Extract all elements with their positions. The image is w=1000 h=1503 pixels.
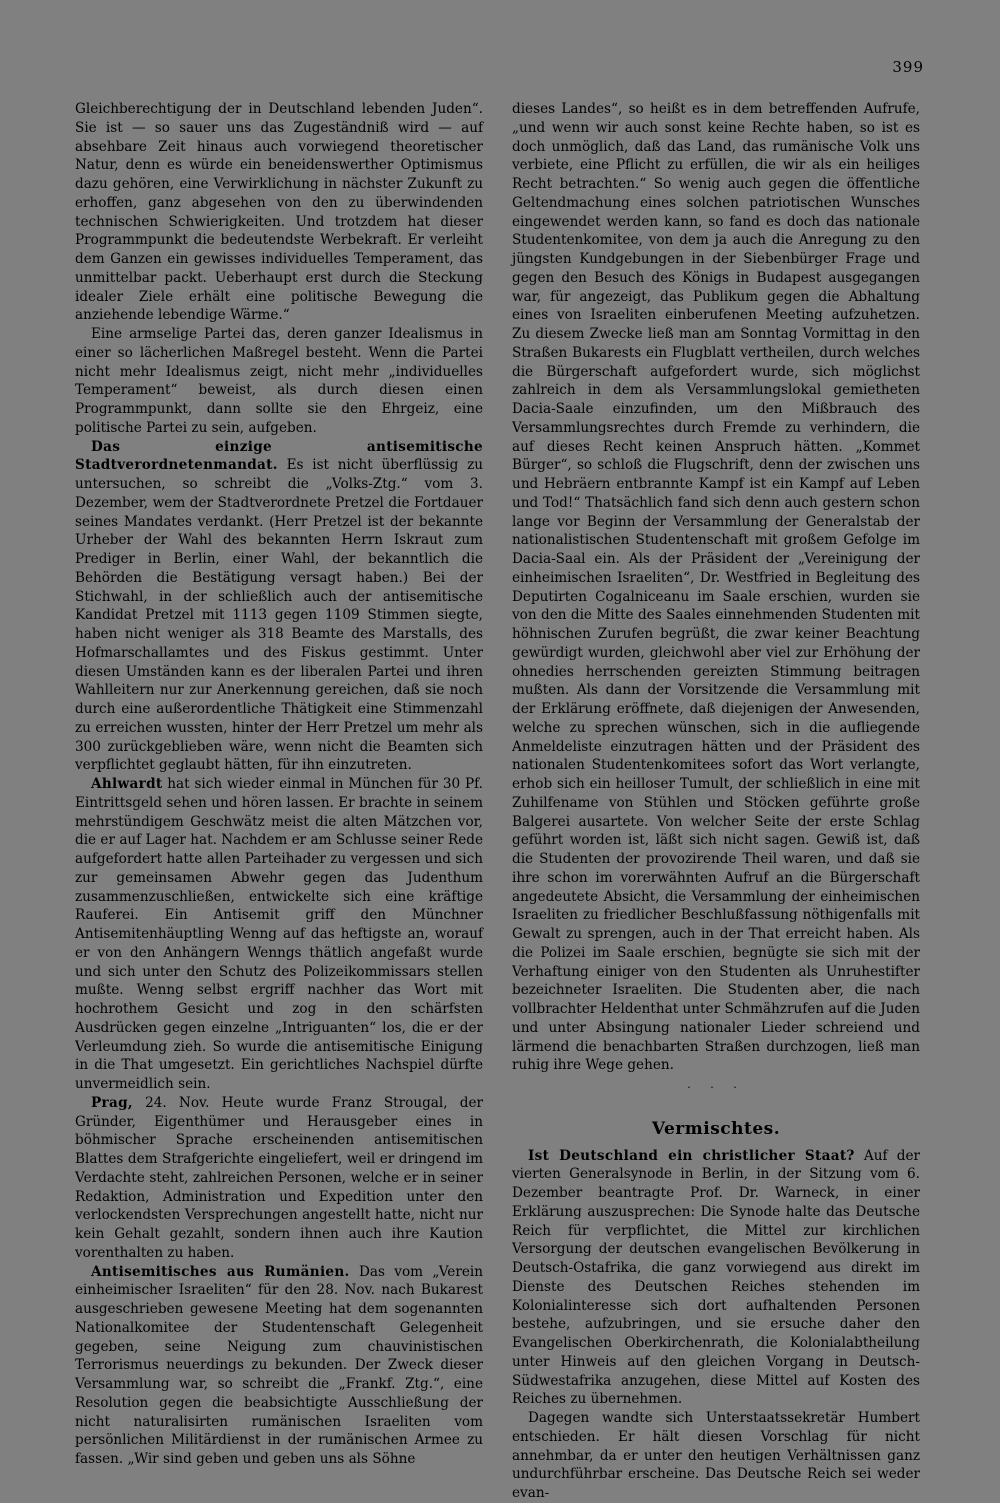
article-paragraph: Antisemitisches aus Rumänien. Das vom „Verein einheimischer Israeliten“ für den 28. Nov. nach Bukarest ausgeschrieben gewesene Meeting hat dem sogenannten Nationalkomitee der Studentenschaft Gelegenheit gegeben, seine Neigung zum chauvinistischen Terrorismus neuerdings zu bekunden. Der Zweck dieser Versammlung war, so schreibt die „Frankf. Ztg.“, eine Resolution gegen die beabsichtigte Ausschließung der nicht naturalisirten rumänischen Israeliten vom persönlichen Militärdienst in der rumänischen Armee zu fassen. „Wir sind geben und geben uns als Söhne	[75, 1263, 483, 1467]
section-title: Vermischtes.	[651, 1118, 781, 1139]
article-heading: Das einzige antisemitische Stadtverordnetenmandat.	[75, 438, 483, 474]
article-paragraph: Gleichberechtigung der in Deutschland lebenden Juden“. Sie ist — so sauer uns das Zugeständniß wird — auf absehbare Zeit hinaus auch vorwiegend theoretischer Natur, denn es würde ein beneidenswerther Optimismus dazu gehören, eine Verwirklichung in nächster Zukunft zu erhoffen, ganz abgesehen von den zu überwindenden technischen Schwierigkeiten. Und trotzdem hat dieser Programmpunkt die bedeutendste Werbekraft. Er verleiht dem Ganzen ein gewisses individuelles Temperament, das unmittelbar packt. Ueberhaupt erst durch die Steckung idealer Ziele erhält eine politische Bewegung die anziehende lebendige Wärme.“	[75, 101, 483, 324]
right-column	[512, 100, 920, 1503]
article-paragraph: Das einzige antisemitische Stadtverordnetenmandat. Es ist nicht überflüssig zu untersuchen, so schreibt die „Volks-Ztg.“ vom 3. Dezember, wem der Stadtverordnete Pretzel die Fortdauer seines Mandates verdankt. (Herr Pretzel ist der bekannte Urheber der Wahl des bekannten Herrn Iskraut zum Prediger in Berlin, einer Wahl, der bekanntlich die Behörden die Bestätigung versagt haben.) Bei der Stichwahl, in der schließlich auch der antisemitische Kandidat Pretzel mit 1113 gegen 1109 Stimmen siegte, haben nicht weniger als 318 Beamte des Marstalls, des Hofmarschallamtes und des Fiskus gestimmt. Unter diesen Umständen kann es der liberalen Partei und ihren Wahlleitern nur zur Anerkennung gereichen, daß sie noch durch eine außerordentliche Thätigkeit eine Stimmenzahl zu erreichen wussten, hinter der Herr Pretzel um mehr als 300 zurückgeblieben wäre, wenn nicht die Beamten sich verpflichtet geglaubt hätten, für ihn einzutreten.	[75, 438, 483, 774]
page-number: 399	[892, 58, 924, 76]
article-heading: Prag,	[91, 1094, 133, 1111]
divider: · · ·	[687, 1081, 745, 1094]
left-column	[75, 100, 483, 1469]
article-paragraph: Dagegen wandte sich Unterstaatssekretär Humbert entschieden. Er hält diesen Vorschlag für nicht annehmbar, da er unter den heutigen Verhältnissen ganz undurchführbar erscheine. Das Deutsche Reich sei weder evan-	[512, 1410, 920, 1501]
article-paragraph: Eine armselige Partei das, deren ganzer Idealismus in einer so lächerlichen Maßregel besteht. Wenn die Partei nicht mehr Idealismus zeigt, nicht mehr „individuelles Temperament“ beweist, als durch diesen einen Programmpunkt, dann sollte sie den Ehrgeiz, eine politische Partei zu sein, aufgeben.	[75, 326, 483, 436]
article-heading: Antisemitisches aus Rumänien.	[91, 1263, 350, 1280]
article-paragraph: Prag, 24. Nov. Heute wurde Franz Strougal, der Gründer, Eigenthümer und Herausgeber eines in böhmischer Sprache erscheinenden antisemitischen Blattes dem Strafgerichte eingeliefert, weil er dringend im Verdachte steht, zahlreichen Personen, welche er in seiner Redaktion, Administration und Expedition unter den verlockendsten Versprechungen angestellt hatte, nicht nur kein Gehalt gezahlt, sondern ihnen auch ihre Kaution vorenthalten zu haben.	[75, 1094, 483, 1261]
article-paragraph: Ahlwardt hat sich wieder einmal in München für 30 Pf. Eintrittsgeld sehen und hören lassen. Er brachte in seinem mehrstündigem Geschwätz meist die alten Mätzchen vor, die er auf Lager hat. Nachdem er am Schlusse seiner Rede aufgefordert hatte allen Parteihader zu vergessen und sich zur gemeinsamen Abwehr gegen das Judenthum zusammenzuschließen, entwickelte sich eine kräftige Rauferei. Ein Antisemit griff den Münchner Antisemitenhäuptling Wenng auf das heftigste an, worauf er von den Anhängern Wenngs thätlich angefaßt wurde und sich unter den Schutz des Polizeikommissars stellen mußte. Wenng selbst ergriff nachher das Wort mit hochrothem Gesicht und zog in den schärfsten Ausdrücken gegen einzelne „Intriguanten“ los, die er der Verleumdung zieh. So wurde die antisemitische Einigung in die That umgesetzt. Ein gerichtliches Nachspiel dürfte unvermeidlich sein.	[75, 776, 484, 1092]
article-heading: Ahlwardt	[91, 776, 163, 792]
article-paragraph: dieses Landes“, so heißt es in dem betreffenden Aufrufe, „und wenn wir auch sonst keine Rechte haben, so ist es doch unmöglich, daß das Land, das rumänische Volk uns verbiete, eine Pflicht zu erfüllen, die wir als ein heiliges Recht betrachten.“ So wenig auch gegen die öffentliche Geltendmachung eines solchen patriotischen Wunsches eingewendet werden kann, so fand es doch das nationale Studentenkomitee, von dem ja auch die Anregung zu den jüngsten Kundgebungen in der Siebenbürger Frage und gegen den Besuch des Königs in Budapest ausgegangen war, für angezeigt, das Publikum gegen die Abhaltung eines von Israeliten einberufenen Meeting aufzuhetzen. Zu diesem Zwecke ließ man am Sonntag Vormittag in den Straßen Bukarests ein Flugblatt vertheilen, durch welches die Bürgerschaft aufgefordert wurde, sich möglichst zahlreich in dem als Versammlungslokal gemietheten Dacia-Saale einzufinden, um den Mißbrauch des Versammlungsrechtes durch Fremde zu verhindern, die auf dieses Recht keinen Anspruch hätten. „Kommet Bürger“, so schloß die Flugschrift, denn der zwischen uns und Hebräern entbrannte Kampf ist ein Kampf auf Leben und Tod!“ Thatsächlich fand sich denn auch gestern schon lange vor Beginn der Versammlung der Generalstab der nationalistischen Studentenschaft mit großem Gefolge im Dacia-Saal ein. Als der Präsident der „Vereinigung der einheimischen Israeliten“, Dr. Westfried in Begleitung des Deputirten Cogalniceanu im Saale erschien, wurden sie von den die Mitte des Saales einnehmenden Studenten mit höhnischen Zurufen begrüßt, die zwar keiner Beachtung gewürdigt wurden, gleichwohl aber viel zur Erhöhung der ohnedies herrschenden gereizten Stimmung beitragen mußten. Als dann der Vorsitzende die Versammlung mit der Erklärung eröffnete, daß diejenigen der Anwesenden, welche zu sprechen wünschen, sich in die aufliegende Anmeldeliste einzutragen hätten und der Präsident des nationalen Studentenkomitees sofort das Wort verlangte, erhob sich ein heilloser Tumult, der schließlich in eine mit Zuhilfename von Stühlen und Stöcken geführte große Balgerei ausartete. Von welcher Seite der erste Schlag geführt worden ist, läßt sich nicht sagen. Gewiß ist, daß die Studenten der provozirende Theil waren, und daß sie ihre schon im vorerwähnten Aufruf an die Bürgerschaft angedeutete Absicht, die Versammlung der einheimischen Israeliten zu friedlicher Beschlußfassung nöthigenfalls mit Gewalt zu sprengen, auch in der That erreicht haben. Als die Polizei im Saale erschien, begnügte sie sich mit der Verhaftung einiger von den Studenten als Unruhestifter bezeichneter Israeliten. Die Studenten aber, die nach vollbrachter Heldenthat unter Schmähzrufen auf die Juden und unter Absingung nationaler Lieder schreiend und lärmend die benachbarten Straßen durchzogen, ließ man ruhig ihre Wege gehen.	[512, 101, 920, 1074]
article-heading: Ist Deutschland ein christlicher Staat?	[528, 1147, 855, 1164]
article-paragraph: Ist Deutschland ein christlicher Staat? Auf der vierten Generalsynode in Berlin, in der Sitzung vom 6. Dezember beantragte Prof. Dr. Warneck, in einer Erklärung auszusprechen: Die Synode halte das Deutsche Reich für verpflichtet, die Mittel zur kirchlichen Versorgung der deutschen evangelischen Bevölkerung in Deutsch-Ostafrika, die ganz vorwiegend aus direkt im Dienste des Deutschen Reiches stehenden im Kolonialinteresse sich dort aufhaltenden Personen bestehe, aufzubringen, und sie ersuche daher den Evangelischen Oberkirchenrath, die Kolonialabtheilung unter Hinweis auf den gleichen Vorgang in Deutsch-Südwestafrika anzugehen, diese Mittel auf Kosten des Reiches zu übernehmen.	[512, 1147, 920, 1408]
